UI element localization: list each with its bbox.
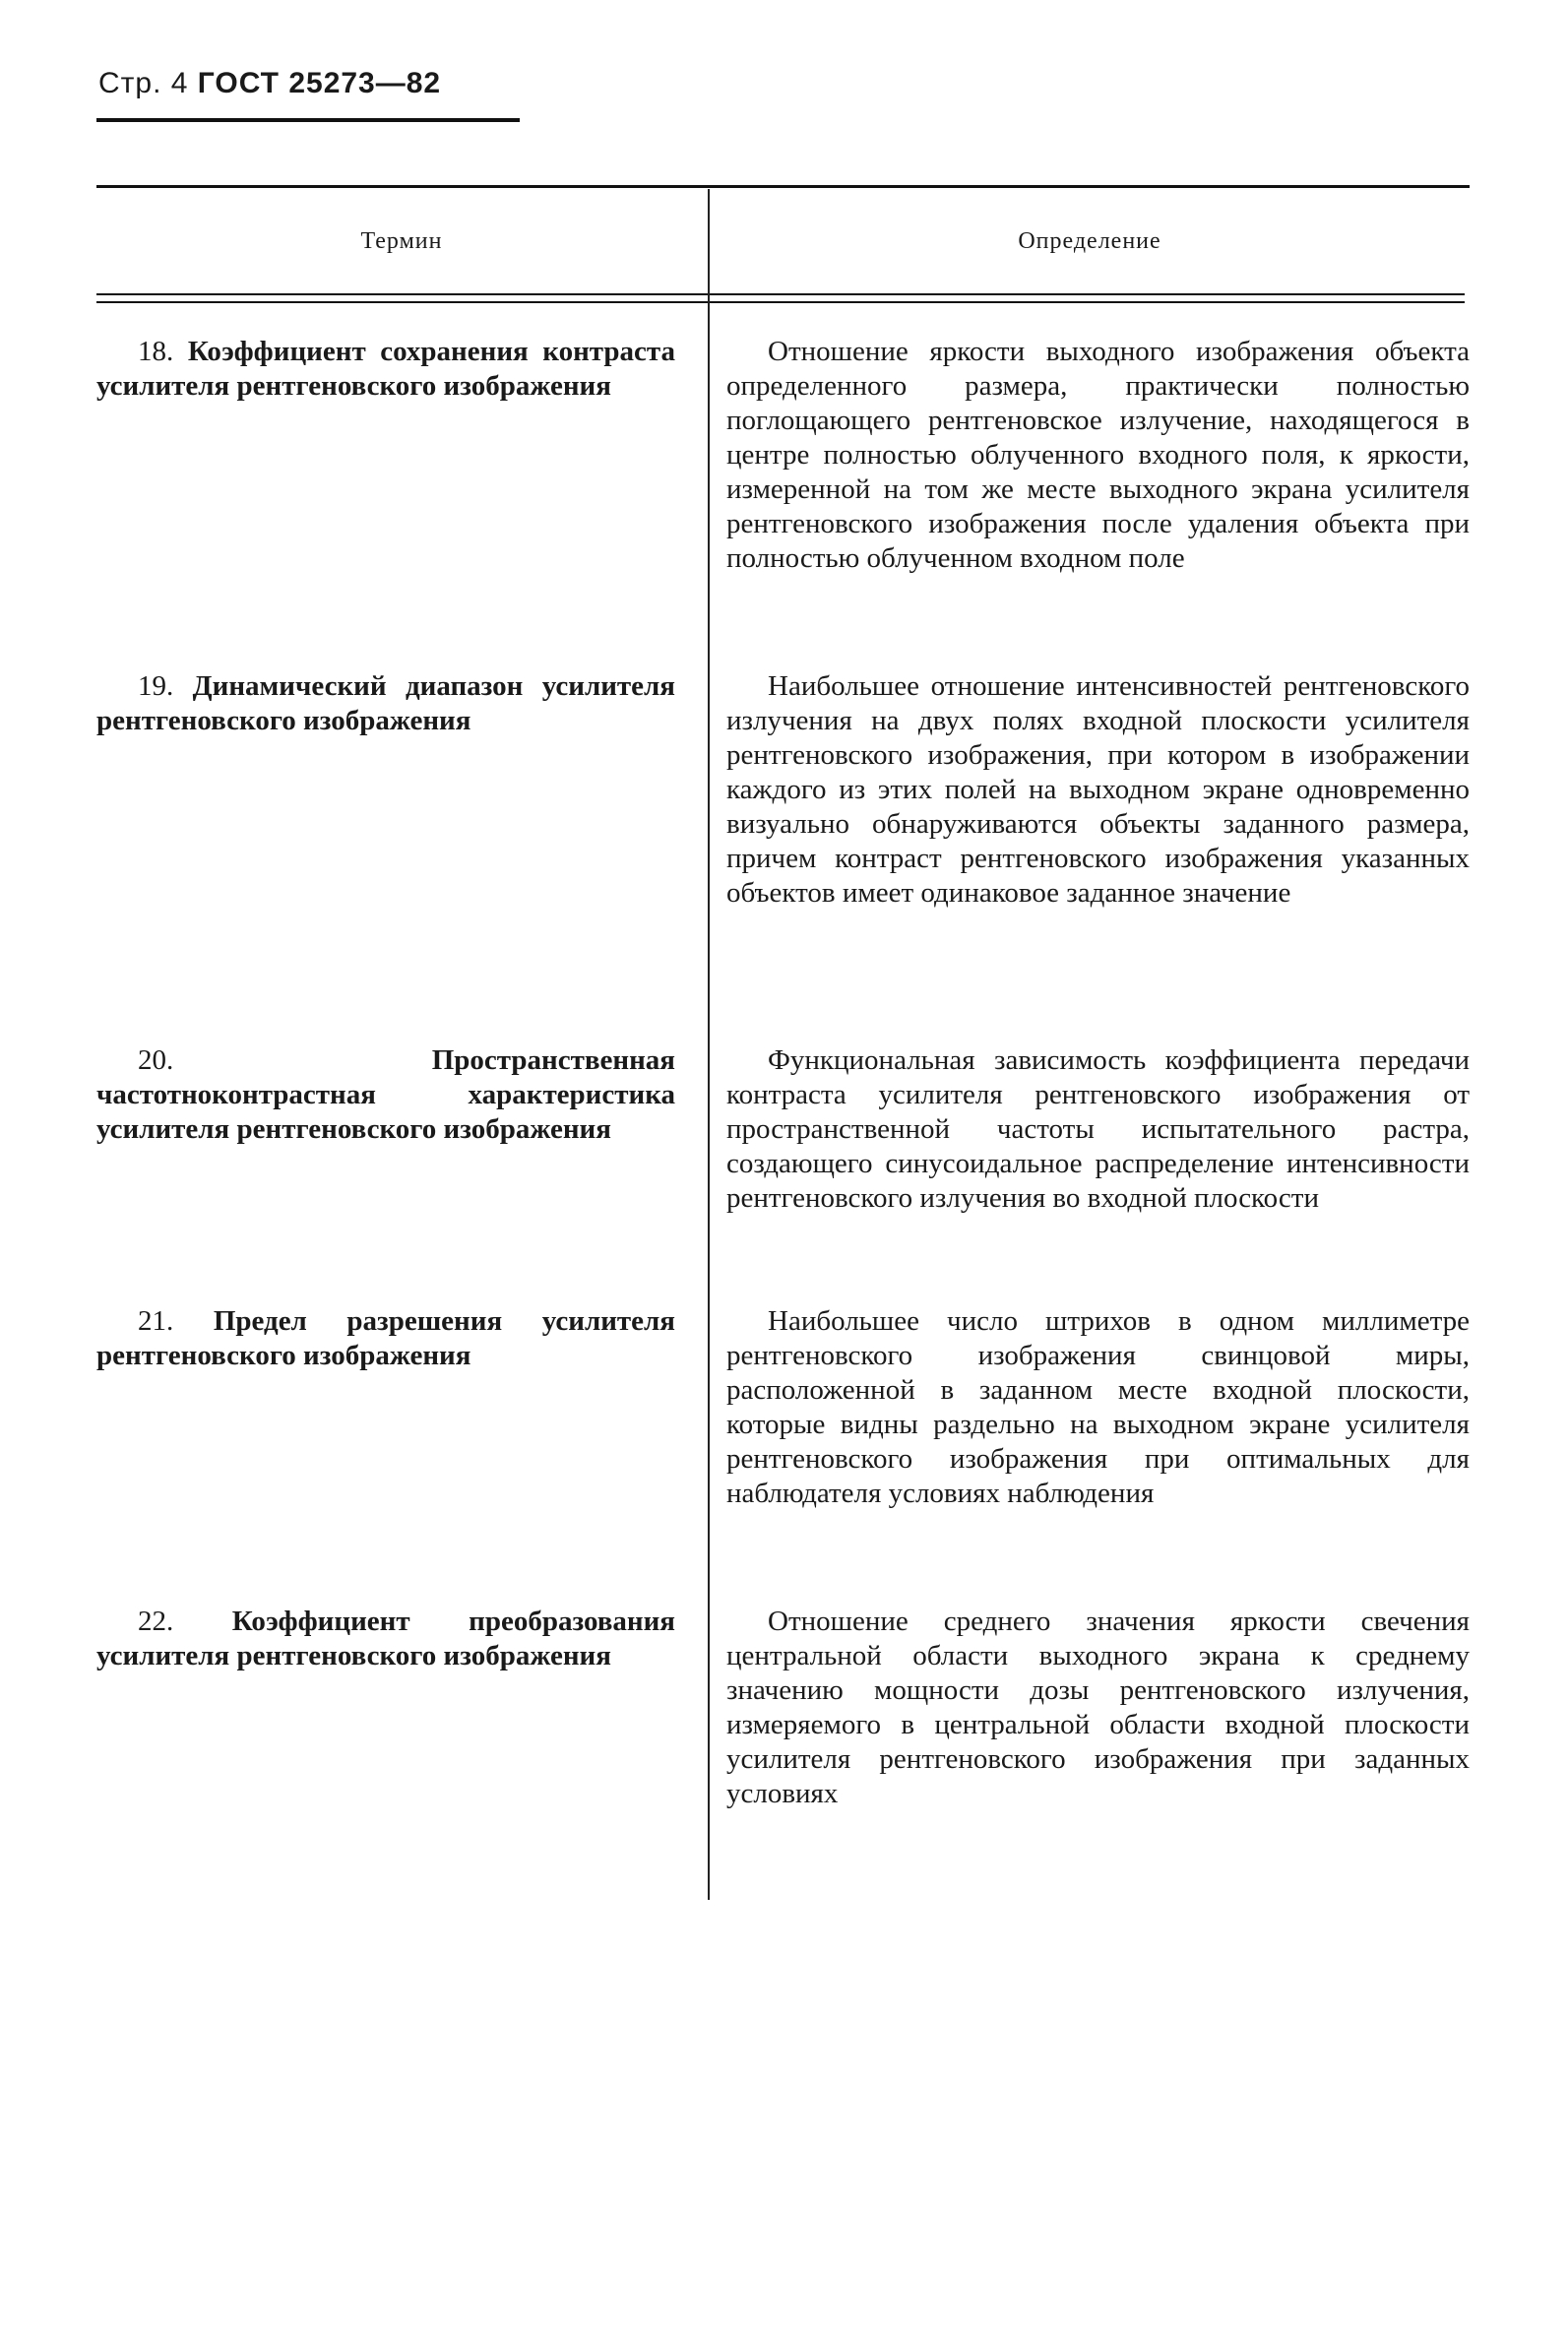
term-text: Пространственная частотноконтрастная характеристика усилителя рентгеновского изображения	[96, 1044, 675, 1145]
definition-cell	[726, 1304, 1470, 1511]
term-text: Коэффициент сохранения контраста усилителя рентгеновского изображения	[96, 336, 675, 402]
column-header-term: Термин	[360, 228, 443, 254]
definition-cell	[726, 335, 1470, 576]
page-header	[98, 67, 441, 100]
term-number: 22.	[138, 1606, 174, 1637]
term-cell	[96, 1043, 675, 1147]
term-number: 18.	[138, 336, 174, 367]
term-text: Динамический диапазон усилителя рентгеновского изображения	[96, 670, 676, 736]
header-double-rule	[96, 301, 1465, 303]
definition-text: Наибольшее число штрихов в одном миллиметре рентгеновского изображения свинцовой миры, расположенной в заданном месте входной плоскости, которые видны раздельно на выходном экране усилителя рентгеновского изображения при оптимальных для наблюдателя условиях наблюдения	[726, 1305, 1470, 1509]
term-text: Предел разрешения усилителя рентгеновского изображения	[96, 1305, 675, 1371]
definition-cell	[726, 669, 1470, 911]
definition-text: Отношение яркости выходного изображения объекта определенного размера, практически полностью поглощающего рентгеновское излучение, находящегося в центре полностью облученного входного поля, к яркости, измеренной на том же месте выходного экрана усилителя рентгеновского изображения после удаления объекта при полностью облученном входном поле	[726, 336, 1470, 574]
column-header-definition: Определение	[1018, 228, 1161, 254]
definition-cell	[726, 1605, 1470, 1811]
term-cell	[96, 1304, 675, 1373]
definition-text: Наибольшее отношение интенсивностей рентгеновского излучения на двух полях входной плоскости усилителя рентгеновского изображения, при котором в изображении каждого из этих полей на выходном экране одновременно визуально обнаруживаются объекты заданного размера, причем контраст рентгеновского изображения указанных объектов имеет одинаковое заданное значение	[726, 670, 1470, 909]
header-double-rule	[96, 293, 1465, 295]
page-number: Стр. 4	[98, 67, 189, 99]
term-cell	[96, 335, 675, 404]
term-number: 19.	[138, 670, 174, 702]
definition-text: Отношение среднего значения яркости свечения центральной области выходного экрана к среднему значению мощности дозы рентгеновского излучения, измеряемого в центральной области входной плоскости усилителя рентгеновского изображения при заданных условиях	[726, 1606, 1470, 1809]
term-number: 21.	[138, 1305, 174, 1337]
term-cell	[96, 669, 675, 738]
column-divider	[708, 189, 710, 1900]
term-number: 20.	[138, 1044, 174, 1076]
term-text: Коэффициент преобразования усилителя рентгеновского изображения	[96, 1606, 675, 1671]
definition-cell	[726, 1043, 1470, 1216]
standard-code: ГОСТ 25273—82	[197, 67, 442, 99]
table-top-rule	[96, 185, 1470, 188]
header-rule	[96, 118, 520, 122]
definition-text: Функциональная зависимость коэффициента передачи контраста усилителя рентгеновского изображения от пространственной частоты испытательного растра, создающего синусоидальное распределение интенсивности рентгеновского излучения во входной плоскости	[726, 1044, 1470, 1214]
term-cell	[96, 1605, 675, 1673]
